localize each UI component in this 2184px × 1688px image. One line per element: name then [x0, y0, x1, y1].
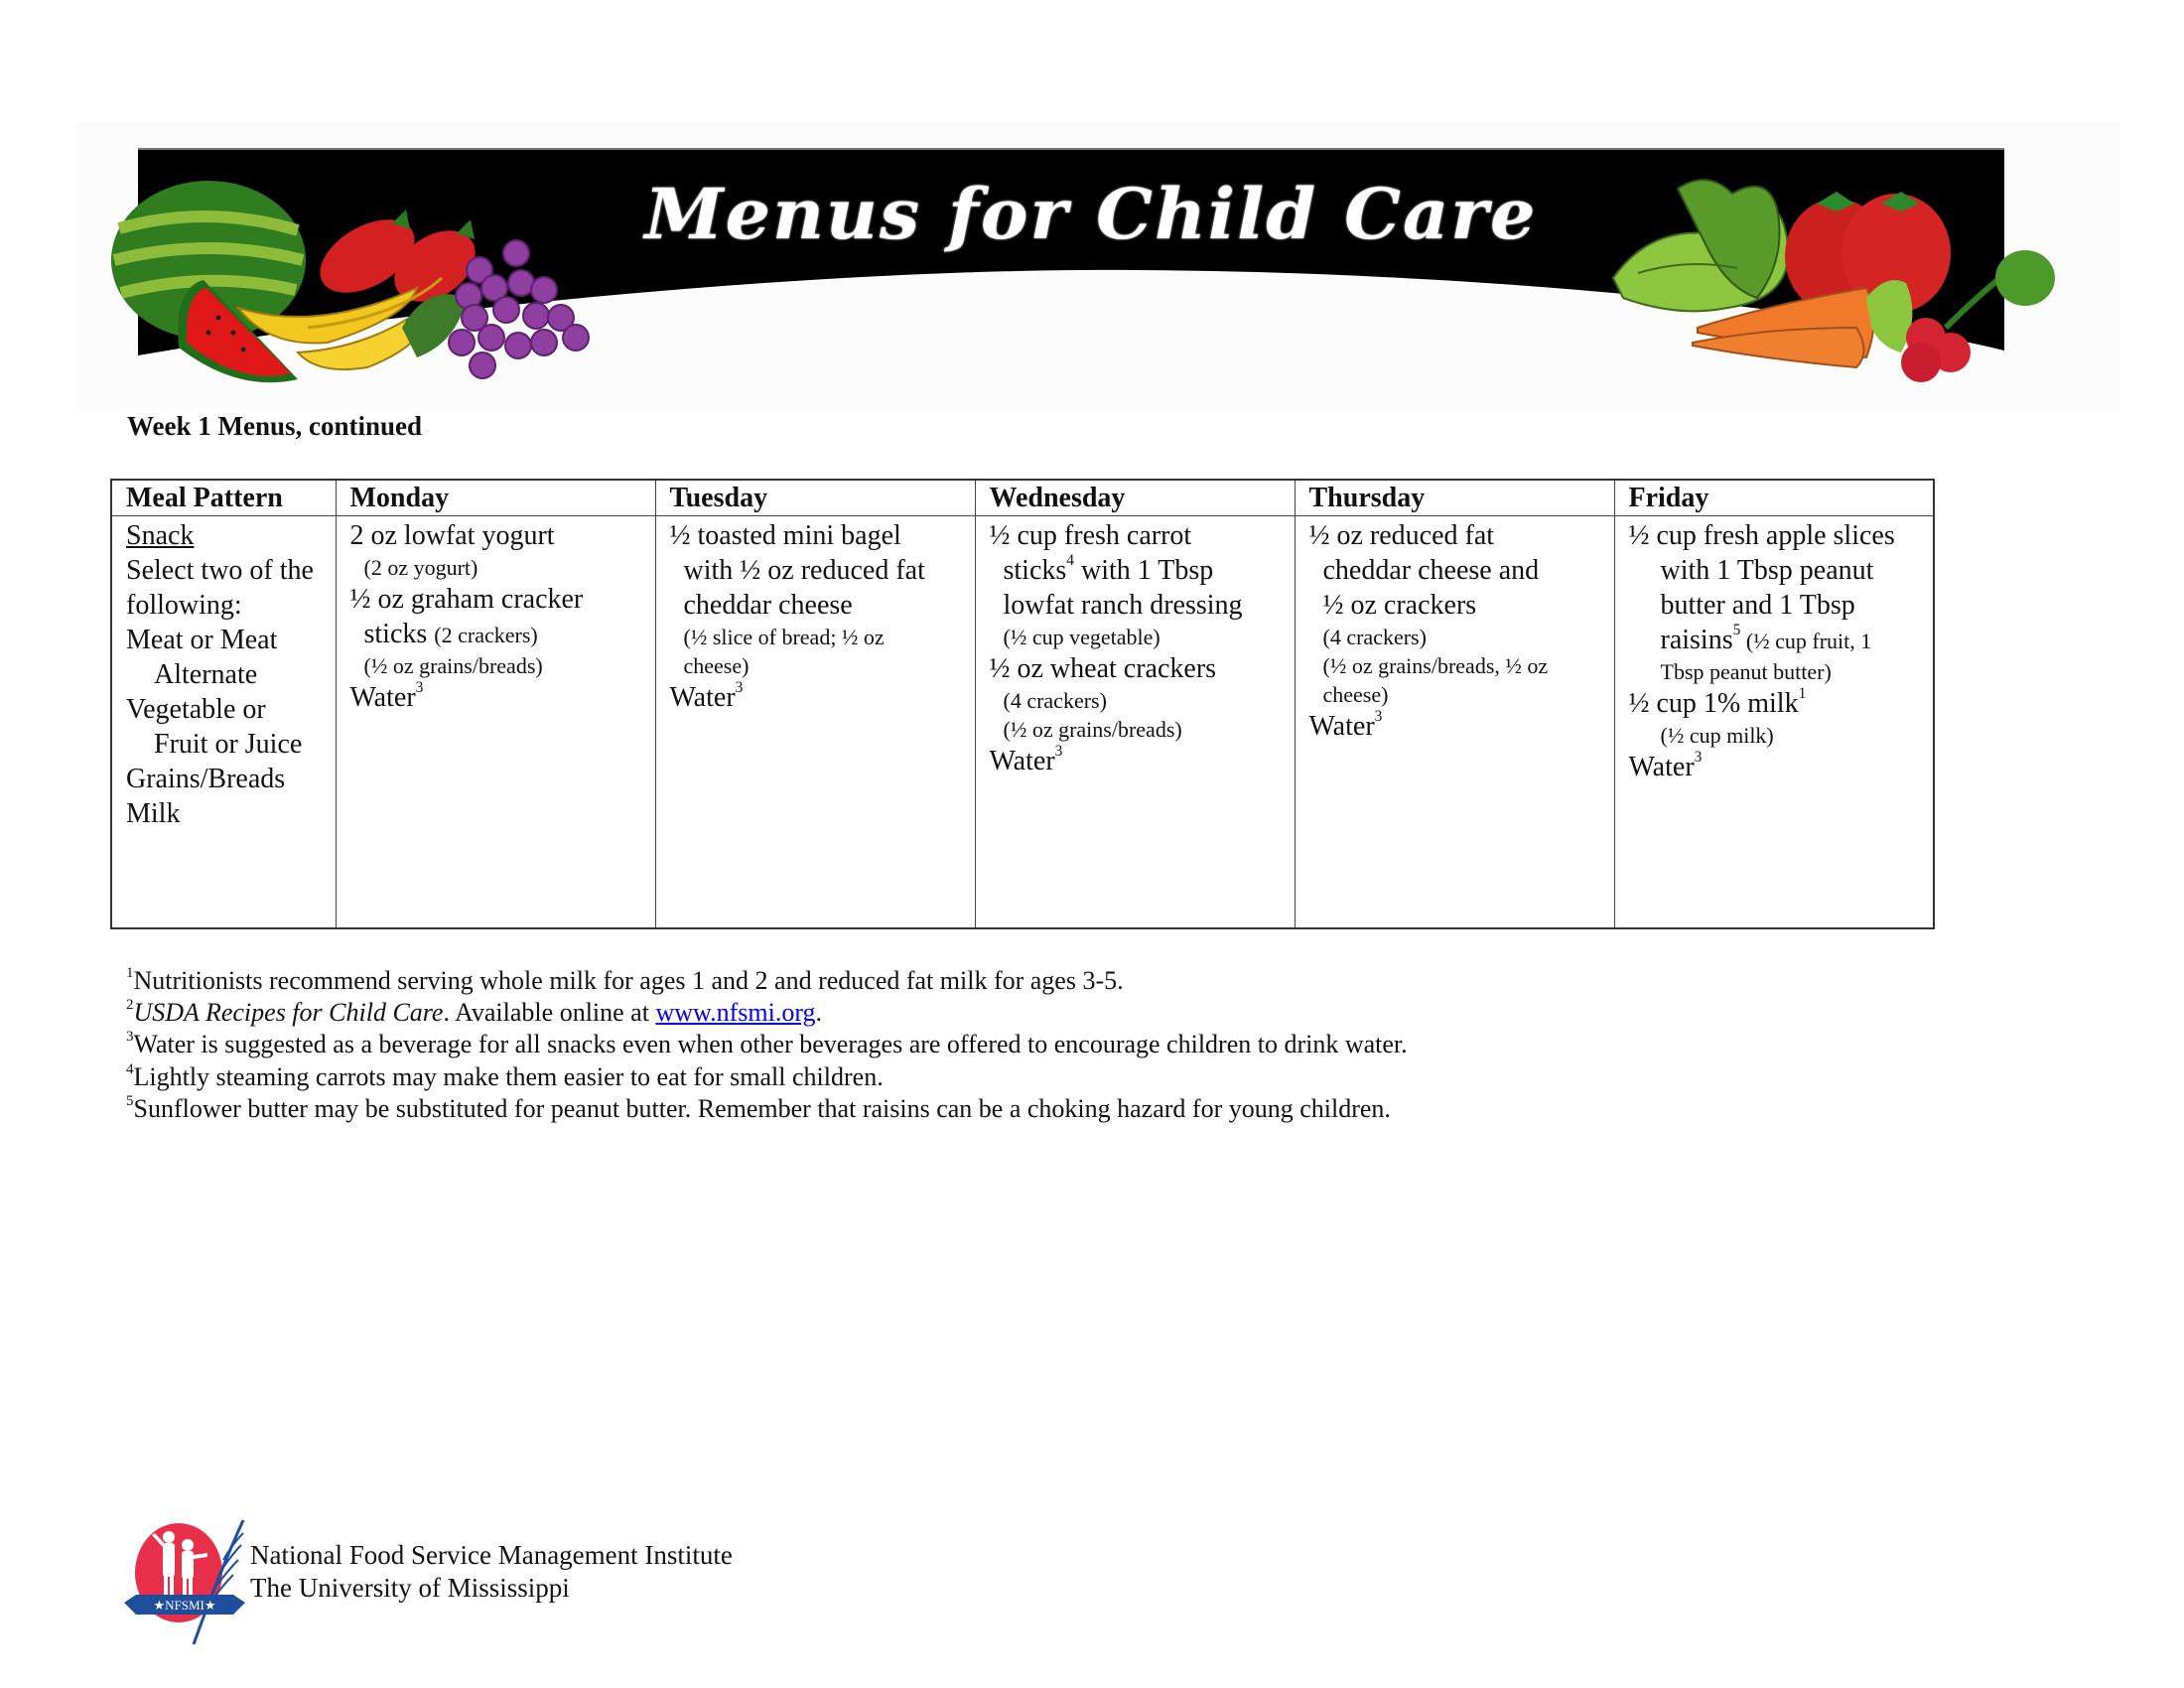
meal-line: following:	[126, 590, 242, 621]
menu-item: cheddar cheese and	[1322, 555, 1540, 586]
menu-credit: (½ cup fruit, 1	[1740, 629, 1872, 653]
menu-water	[350, 680, 655, 715]
menu-credit: Tbsp peanut butter)	[1660, 659, 1832, 684]
menu-item: 2 oz lowfat yogurt	[349, 520, 555, 551]
water-text: Water	[669, 682, 736, 713]
menu-item: ½ oz reduced fat	[1308, 520, 1495, 551]
menu-credit: (4 crackers)	[1003, 688, 1107, 713]
menu-credit: (2 oz yogurt)	[363, 555, 478, 580]
menu-item-text: sticks	[363, 619, 428, 649]
menu-item: ½ cup fresh carrot	[989, 520, 1192, 551]
meal-line: Meat or Meat	[126, 625, 278, 655]
cell-monday	[336, 516, 655, 929]
footnote-ref: 3	[1694, 749, 1703, 767]
menu-item: with 1 Tbsp peanut	[1660, 555, 1874, 586]
cell-friday	[1614, 516, 1934, 929]
cell-thursday	[1295, 516, 1614, 929]
footnote-citation: USDA Recipes for Child Care	[133, 998, 444, 1028]
footnote-ref: 5	[1732, 622, 1741, 639]
footnote-text: Lightly steaming carrots may make them easier to eat for small children.	[133, 1061, 884, 1091]
cell-tuesday	[655, 516, 975, 929]
banner	[0, 0, 2184, 417]
header-thursday: Thursday	[1295, 480, 1614, 516]
footnote-ref: 1	[1798, 685, 1807, 703]
meal-line: Milk	[126, 798, 181, 829]
footnote-text: . Available online at	[443, 998, 656, 1028]
menu-credit: cheese)	[683, 653, 750, 678]
meal-line: Vegetable or	[126, 694, 266, 725]
menu-item	[1629, 686, 1934, 721]
menu-credit: (½ cup milk)	[1660, 723, 1774, 748]
footnote-ref: 3	[735, 679, 744, 697]
menu-item: cheddar cheese	[683, 590, 853, 621]
footnote-4	[126, 1061, 1408, 1093]
menu-item: ½ oz crackers	[1322, 590, 1477, 621]
header-meal-pattern: Meal Pattern	[111, 480, 336, 516]
footnote-ref: 3	[415, 679, 424, 697]
footnote-ref: 3	[1054, 743, 1063, 761]
menu-credit: (4 crackers)	[1322, 625, 1427, 649]
footnote-ref: 4	[1066, 552, 1074, 570]
footnote-number: 2	[126, 997, 134, 1014]
footnote-text: .	[815, 998, 823, 1028]
menu-credit: (½ oz grains/breads)	[1003, 717, 1182, 742]
footnote-number: 3	[126, 1029, 134, 1046]
logo-text: ★NFSMI★	[153, 1598, 216, 1613]
menu-water	[990, 744, 1295, 778]
menu-table	[110, 479, 1935, 929]
footnote-ref: 3	[1374, 708, 1383, 726]
footnote-2	[126, 997, 1408, 1029]
footnote-number: 5	[126, 1092, 134, 1109]
menu-item: ½ cup fresh apple slices	[1628, 520, 1895, 551]
menu-credit: (½ oz grains/breads, ½ oz	[1322, 653, 1549, 678]
table-row-snack	[111, 516, 1934, 929]
header-monday: Monday	[336, 480, 655, 516]
footer-text	[250, 1539, 733, 1605]
footnote-number: 1	[126, 965, 134, 981]
footnote-number: 4	[126, 1060, 134, 1077]
cell-wednesday	[975, 516, 1295, 929]
nfsmi-logo-icon	[124, 1515, 248, 1649]
menu-water	[1309, 709, 1614, 744]
menu-item	[1629, 623, 1934, 657]
menu-water	[670, 680, 975, 715]
cell-meal-pattern	[111, 516, 336, 929]
footnote-5	[126, 1093, 1408, 1125]
banner-title: Menus for Child Care	[644, 173, 1538, 255]
menu-credit: cheese)	[1322, 682, 1389, 707]
menu-item	[990, 553, 1295, 588]
nfsmi-logo	[124, 1515, 248, 1644]
menu-water	[1629, 750, 1934, 784]
water-text: Water	[1628, 752, 1695, 782]
menu-item: ½ toasted mini bagel	[669, 520, 901, 551]
footnote-text: Sunflower butter may be substituted for peanut butter. Remember that raisins can be a choking hazard for young children.	[133, 1093, 1391, 1123]
menu-item-text: raisins	[1660, 625, 1733, 655]
water-text: Water	[1308, 711, 1375, 742]
menu-item-text: with 1 Tbsp	[1073, 555, 1214, 586]
section-title: Week 1 Menus, continued	[127, 411, 423, 441]
menu-item: butter and 1 Tbsp	[1660, 590, 1855, 621]
menu-credit: (2 crackers)	[434, 623, 538, 647]
footer-university: The University of Mississippi	[250, 1573, 570, 1603]
menu-item: ½ oz graham cracker	[349, 584, 584, 615]
menu-item-text: ½ cup 1% milk	[1628, 688, 1799, 719]
nfsmi-link[interactable]: www.nfsmi.org	[655, 998, 816, 1028]
menu-item-text: sticks	[1003, 555, 1067, 586]
header-tuesday: Tuesday	[655, 480, 975, 516]
menu-item: lowfat ranch dressing	[1003, 590, 1243, 621]
header-friday: Friday	[1614, 480, 1934, 516]
footnotes	[126, 965, 1408, 1125]
menu-item	[350, 617, 655, 651]
menu-item: ½ oz wheat crackers	[989, 653, 1217, 684]
table-header-row	[111, 480, 1934, 516]
header-wednesday: Wednesday	[975, 480, 1295, 516]
menu-credit: (½ oz grains/breads)	[363, 653, 543, 678]
footnote-3	[126, 1029, 1408, 1060]
footnote-text: Water is suggested as a beverage for all snacks even when other beverages are offered to encourage children to drink water.	[133, 1030, 1408, 1059]
meal-line: Alternate	[154, 659, 258, 690]
meal-line: Select two of the	[126, 555, 314, 586]
menu-credit: (½ slice of bread; ½ oz	[683, 625, 885, 649]
menu-item: with ½ oz reduced fat	[683, 555, 925, 586]
water-text: Water	[349, 682, 416, 713]
meal-line: Grains/Breads	[126, 764, 286, 794]
meal-line: Fruit or Juice	[154, 729, 303, 760]
menu-credit: (½ cup vegetable)	[1003, 625, 1160, 649]
water-text: Water	[989, 746, 1055, 776]
footnote-1	[126, 965, 1408, 997]
footnote-text: Nutritionists recommend serving whole milk for ages 1 and 2 and reduced fat milk for ages 3-5.	[133, 966, 1124, 995]
footer-institute: National Food Service Management Institute	[250, 1540, 733, 1570]
meal-heading: Snack	[126, 520, 195, 551]
